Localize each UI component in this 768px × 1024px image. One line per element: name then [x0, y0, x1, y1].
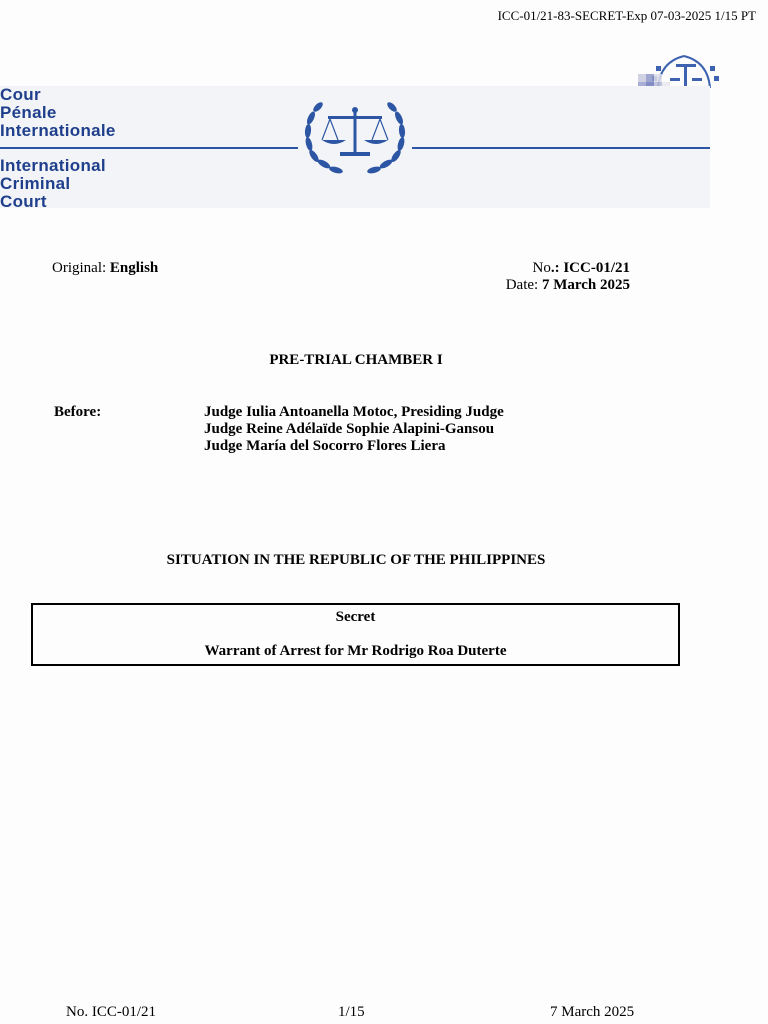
court-name-english: [0, 157, 106, 211]
judge-entry: [204, 404, 504, 421]
judge-name: Judge Iulia Antoanella Motoc: [204, 404, 394, 420]
court-name-en-line: Criminal: [0, 174, 71, 193]
document-date-label: Date:: [505, 277, 542, 293]
chamber-heading: PRE-TRIAL CHAMBER I: [269, 352, 443, 368]
header-rule-right: [412, 147, 710, 149]
court-name-fr-line: Pénale: [0, 103, 57, 122]
judge-entry: [204, 421, 504, 438]
situation-heading: SITUATION IN THE REPUBLIC OF THE PHILIPPINES: [166, 552, 546, 568]
original-language: [52, 260, 158, 277]
court-name-en-line: Court: [0, 192, 47, 211]
court-name-en-line: International: [0, 156, 106, 175]
document-number: [506, 260, 630, 277]
header-rule-left: [0, 147, 298, 149]
judge-role: , Presiding Judge: [393, 404, 504, 420]
document-date-value: 7 March 2025: [541, 277, 630, 293]
document-title-box: [31, 603, 680, 666]
judge-name: Judge Reine Adélaïde Sophie Alapini-Gansou: [204, 421, 495, 437]
classification-label: Secret: [335, 609, 376, 625]
document-stamp: ICC-01/21-83-SECRET-Exp 07-03-2025 1/15 PT: [497, 8, 756, 23]
document-number-value: .: ICC-01/21: [550, 260, 630, 276]
court-name-fr-line: Cour: [0, 85, 41, 104]
footer-case-number: No. ICC-01/21: [66, 1004, 156, 1020]
footer-page-number: 1/15: [338, 1004, 365, 1020]
court-name-fr-line: Internationale: [0, 121, 116, 140]
judge-entry: [204, 438, 504, 455]
document-number-label: No: [532, 260, 551, 276]
document-date: [506, 277, 630, 294]
document-title: Warrant of Arrest for Mr Rodrigo Roa Duterte: [204, 643, 507, 659]
icc-emblem-scales-icon: [300, 96, 410, 178]
original-value: English: [109, 260, 159, 276]
court-name-french: [0, 86, 116, 140]
footer-date: 7 March 2025: [550, 1004, 635, 1020]
original-label: Original:: [52, 260, 110, 276]
before-label: Before:: [54, 404, 102, 420]
judge-name: Judge María del Socorro Flores Liera: [204, 438, 446, 454]
judges-list: [204, 404, 504, 455]
document-meta: [506, 260, 630, 294]
